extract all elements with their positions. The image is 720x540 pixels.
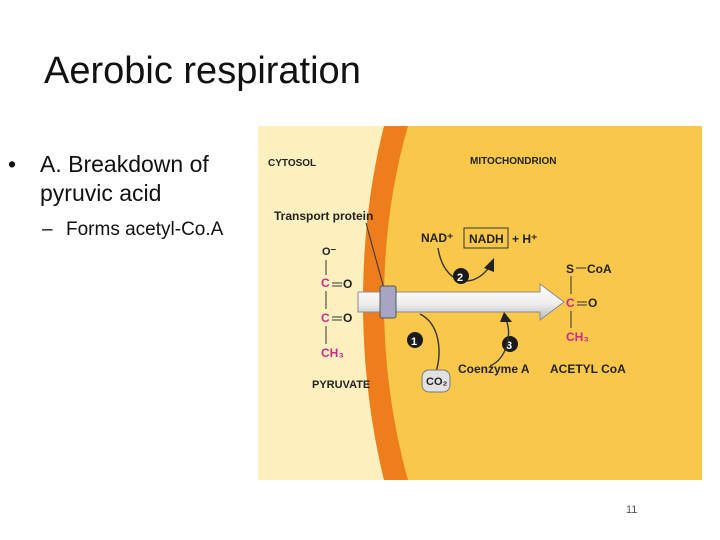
coenzyme-a-label: Coenzyme A — [458, 362, 530, 376]
pyruvate-conversion-diagram — [258, 126, 702, 480]
bullet-item — [8, 150, 253, 208]
nad-label: NAD⁺ — [421, 231, 454, 245]
step-2-number: 2 — [457, 272, 464, 284]
acetyl-oxygen: O — [588, 296, 598, 310]
pyruvate-carbon-2: C — [321, 311, 330, 325]
mitochondrion-label: MITOCHONDRION — [470, 156, 557, 167]
step-1-number: 1 — [411, 336, 418, 348]
pyruvate-carbon-1: C — [321, 276, 330, 290]
co2-label: CO₂ — [426, 376, 448, 388]
acetyl-methyl: CH₃ — [566, 330, 589, 344]
bullet-text: A. Breakdown of pyruvic acid — [40, 151, 209, 206]
acetyl-carbon: C — [566, 296, 575, 310]
bullet-list — [8, 150, 253, 242]
sub-bullet-text: Forms acetyl-Co.A — [66, 219, 224, 240]
pyruvate-oxygen-2: O — [343, 311, 353, 325]
h-plus-label: + H⁺ — [512, 232, 538, 246]
cytosol-label: CYTOSOL — [268, 158, 317, 169]
pyruvate-o-minus: O⁻ — [322, 246, 337, 258]
page-number: 11 — [626, 504, 638, 516]
pyruvate-oxygen-1: O — [343, 277, 353, 291]
acetyl-coa-group: CoA — [587, 262, 612, 276]
pyruvate-methyl: CH₃ — [321, 346, 344, 360]
bullet-marker: • — [8, 151, 17, 177]
transport-protein-label: Transport protein — [274, 209, 374, 223]
transport-protein — [380, 286, 396, 318]
sub-bullet-item — [8, 218, 253, 242]
acetyl-coa-label: ACETYL CoA — [550, 362, 626, 376]
slide-title: Aerobic respiration — [44, 50, 361, 92]
pyruvate-label: PYRUVATE — [312, 379, 371, 391]
step-3-number: 3 — [506, 340, 513, 352]
nadh-label: NADH — [469, 232, 504, 246]
acetyl-sulfur: S — [566, 262, 575, 276]
sub-bullet-marker: – — [42, 219, 53, 240]
